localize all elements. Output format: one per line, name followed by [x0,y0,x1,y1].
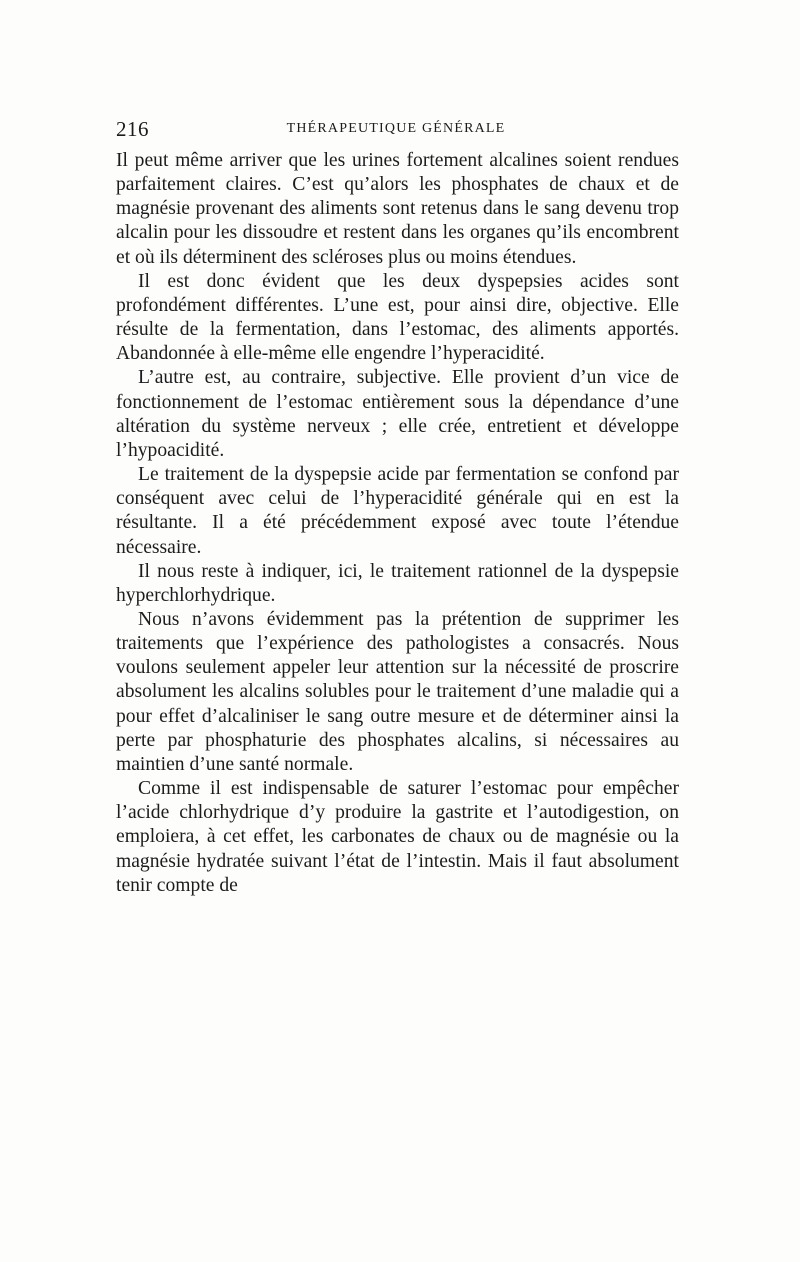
paragraph: Il peut même arriver que les urines fortement alcalines soient rendues parfaitement claires. C’est qu’alors les phosphates de chaux et de magnésie provenant des aliments sont retenus dans le sang devenu trop alcalin pour les dissoudre et restent dans les organes qu’ils encombrent et où ils déterminent des scléroses plus ou moins étendues. [116,150,679,268]
page-header [116,117,676,143]
paragraph: Il nous reste à indiquer, ici, le traitement rationnel de la dyspepsie hyperchlorhydrique. [116,560,679,606]
body-text [116,149,679,898]
paragraph: Il est donc évident que les deux dyspepsies acides sont profondément différentes. L’une est, pour ainsi dire, objective. Elle résulte de la fermentation, dans l’estomac, des aliments apportés. Abandonnée à elle-même elle engendre l’hyperacidité. [116,270,679,365]
paragraph: Nous n’avons évidemment pas la prétention de supprimer les traitements que l’expérience des pathologistes a consacrés. Nous voulons seulement appeler leur attention sur la nécessité de proscrire absolument les alcalins solubles pour le traitement d’une maladie qui a pour effet d’alcaliniser le sang outre mesure et de déterminer ainsi la perte par phosphaturie des phosphates alcalins, si nécessaires au maintien d’une santé normale. [116,608,679,775]
paragraph: Le traitement de la dyspepsie acide par fermentation se confond par conséquent avec celui de l’hyperacidité générale qui en est la résultante. Il a été précédemment exposé avec toute l’étendue nécessaire. [116,464,679,558]
page-number: 216 [116,117,149,141]
paragraph: L’autre est, au contraire, subjective. Elle provient d’un vice de fonctionnement de l’estomac entièrement sous la dépendance d’une altération du système nerveux ; elle crée, entretient et développe l’hypoacidité. [116,367,679,461]
paragraph: Comme il est indispensable de saturer l’estomac pour empêcher l’acide chlorhydrique d’y produire la gastrite et l’autodigestion, on emploiera, à cet effet, les carbonates de chaux ou de magnésie ou la magnésie hydratée suivant l’état de l’intestin. Mais il faut absolument tenir compte de [116,778,679,896]
running-title: THÉRAPEUTIQUE GÉNÉRALE [286,121,506,136]
